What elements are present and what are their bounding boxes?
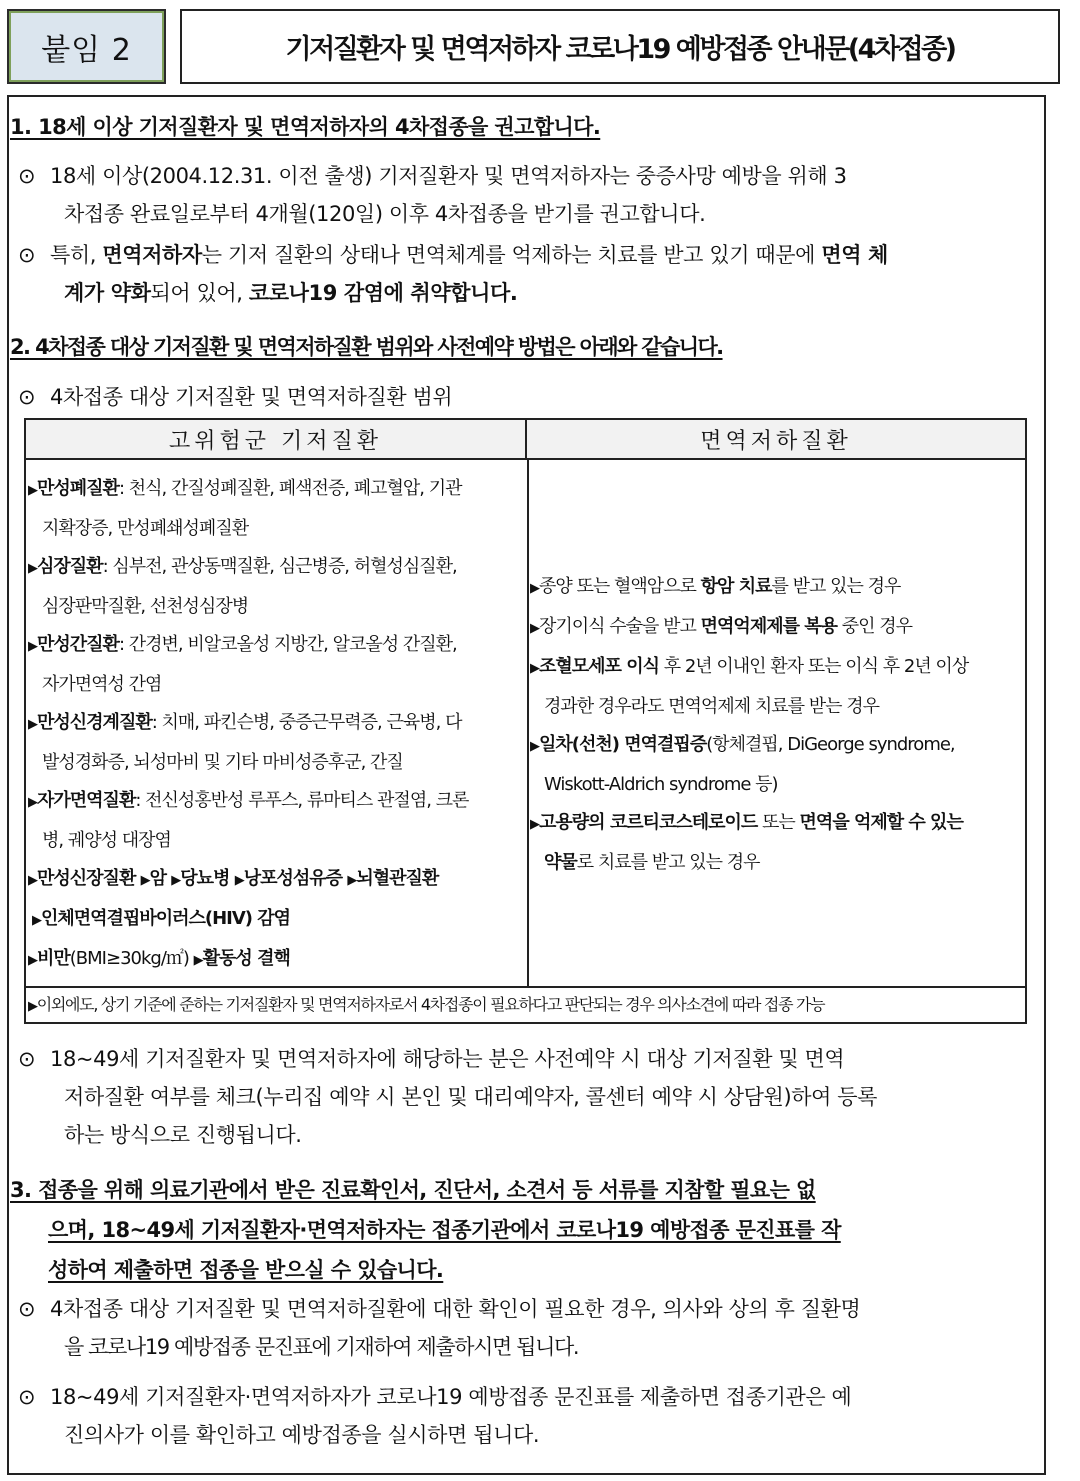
list-item: ▶자가면역질환: 전신성홍반성 루푸스, 류마티스 관절염, 크론 병, 궤양성 대장염 [28,790,469,851]
underlying-disease-list [28,470,525,980]
bullet-text: 저하질환 여부를 체크(누리집 예약 시 본인 및 대리예약자, 콜센터 예약 시 상담원)하여 등록 [64,1085,878,1109]
document-title-text: 기저질환자 및 면역저하자 코로나19 예방접종 안내문(4차접종) [285,34,955,65]
list-item: ▶심장질환: 심부전, 관상동맥질환, 심근병증, 허혈성심질환, 심장판막질환, 선천성심장병 [28,556,457,617]
bullet-text: 을 코로나19 예방접종 문진표에 기재하여 제출하시면 됩니다. [64,1335,579,1359]
bullet-text: 하는 방식으로 진행됩니다. [64,1123,302,1147]
bullet-text: 18~49세 기저질환자·면역저하자가 코로나19 예방접종 문진표를 제출하면 접종기관은 예 [50,1385,852,1409]
section3-heading: 3. 접종을 위해 의료기관에서 받은 진료확인서, 진단서, 소견서 등 서류를 지참할 필요는 없 으며, 18~49세 기저질환자·면역저하자는 접종기관에서 코로나19 예방접종 문진표를 작 성하여 제출하면 접종을 받으실 수 있습니다. [10,1178,841,1282]
section2-bullet-2 [18,1040,1044,1154]
list-item: ▶장기이식 수술을 받고 면역억제제를 복용 중인 경우 [530,616,913,637]
bullet-text: 특히, 면역저하자는 기저 질환의 상태나 면역체계를 억제하는 치료를 받고 있기 때문에 면역 체 [50,243,888,267]
bullet-text: 4차접종 대상 기저질환 및 면역저하질환 범위 [50,385,453,409]
bullet-symbol: ⊙ [18,243,36,267]
bullet-text: 18~49세 기저질환자 및 면역저하자에 해당하는 분은 사전예약 시 대상 기저질환 및 면역 [50,1047,845,1071]
section1-heading: 1. 18세 이상 기저질환자 및 면역저하자의 4차접종을 권고합니다. [10,115,601,139]
bullet-symbol: ⊙ [18,164,36,188]
immunocompromised-list [530,568,1025,882]
list-item: ▶만성신장질환 ▶암 ▶당뇨병 ▶낭포성섬유증 ▶뇌혈관질환 ▶인체면역결핍바이러스(HIV) 감염 ▶비만(BMI≥30kg/㎡) ▶활동성 결핵 [28,868,439,969]
bullet-text: 계가 약화되어 있어, 코로나19 감염에 취약합니다. [64,281,518,305]
bullet-text: 4차접종 대상 기저질환 및 면역저하질환에 대한 확인이 필요한 경우, 의사와 상의 후 질환명 [50,1297,861,1321]
document-title [180,9,1060,84]
list-item: ▶만성폐질환: 천식, 간질성폐질환, 폐색전증, 폐고혈압, 기관 지확장증, 만성폐쇄성폐질환 [28,478,462,539]
list-item: ▶조혈모세포 이식 후 2년 이내인 환자 또는 이식 후 2년 이상 경과한 경우라도 면역억제제 치료를 받는 경우 [530,656,969,717]
table-footnote: ▶이외에도, 상기 기준에 준하는 기저질환자 및 면역저하자로서 4차접종이 필요하다고 판단되는 경우 의사소견에 따라 접종 가능 [26,986,1025,1022]
list-item: ▶종양 또는 혈액암으로 항암 치료를 받고 있는 경우 [530,576,901,597]
attachment-label: 붙임 2 [41,32,132,68]
section2-sub-bullet [18,378,1044,416]
attachment-tag [7,9,166,84]
disease-table [24,418,1027,1024]
list-item: ▶만성신경계질환: 치매, 파킨슨병, 중증근무력증, 근육병, 다 발성경화증, 뇌성마비 및 기타 마비성증후군, 간질 [28,712,462,773]
bullet-symbol: ⊙ [18,1297,36,1321]
section2-heading: 2. 4차접종 대상 기저질환 및 면역저하질환 범위와 사전예약 방법은 아래와 같습니다. [10,335,723,359]
bullet-symbol: ⊙ [18,1047,36,1071]
bullet-text: 진의사가 이를 확인하고 예방접종을 실시하면 됩니다. [64,1423,540,1447]
bullet-symbol: ⊙ [18,385,36,409]
section1-bullet-2 [18,236,1044,312]
table-header-immuno: 면역저하질환 [527,420,1025,460]
list-item: ▶만성간질환: 간경변, 비알코올성 지방간, 알코올성 간질환, 자가면역성 간염 [28,634,457,695]
list-item: ▶일차(선천) 면역결핍증(항체결핍, DiGeorge syndrome, Wiskott-Aldrich syndrome 등) [530,734,955,795]
column-divider [527,460,529,986]
section3-bullet-1 [18,1290,1044,1366]
bullet-text: 차접종 완료일로부터 4개월(120일) 이후 4차접종을 받기를 권고합니다. [64,202,706,226]
section1-bullet-1 [18,157,1044,233]
bullet-text: 18세 이상(2004.12.31. 이전 출생) 기저질환자 및 면역저하자는 중증사망 예방을 위해 3 [50,164,847,188]
list-item: ▶고용량의 코르티코스테로이드 또는 면역을 억제할 수 있는 약물로 치료를 받고 있는 경우 [530,812,963,873]
section3-bullet-2 [18,1378,1044,1454]
bullet-symbol: ⊙ [18,1385,36,1409]
table-header-underlying: 고위험군 기저질환 [26,420,527,460]
